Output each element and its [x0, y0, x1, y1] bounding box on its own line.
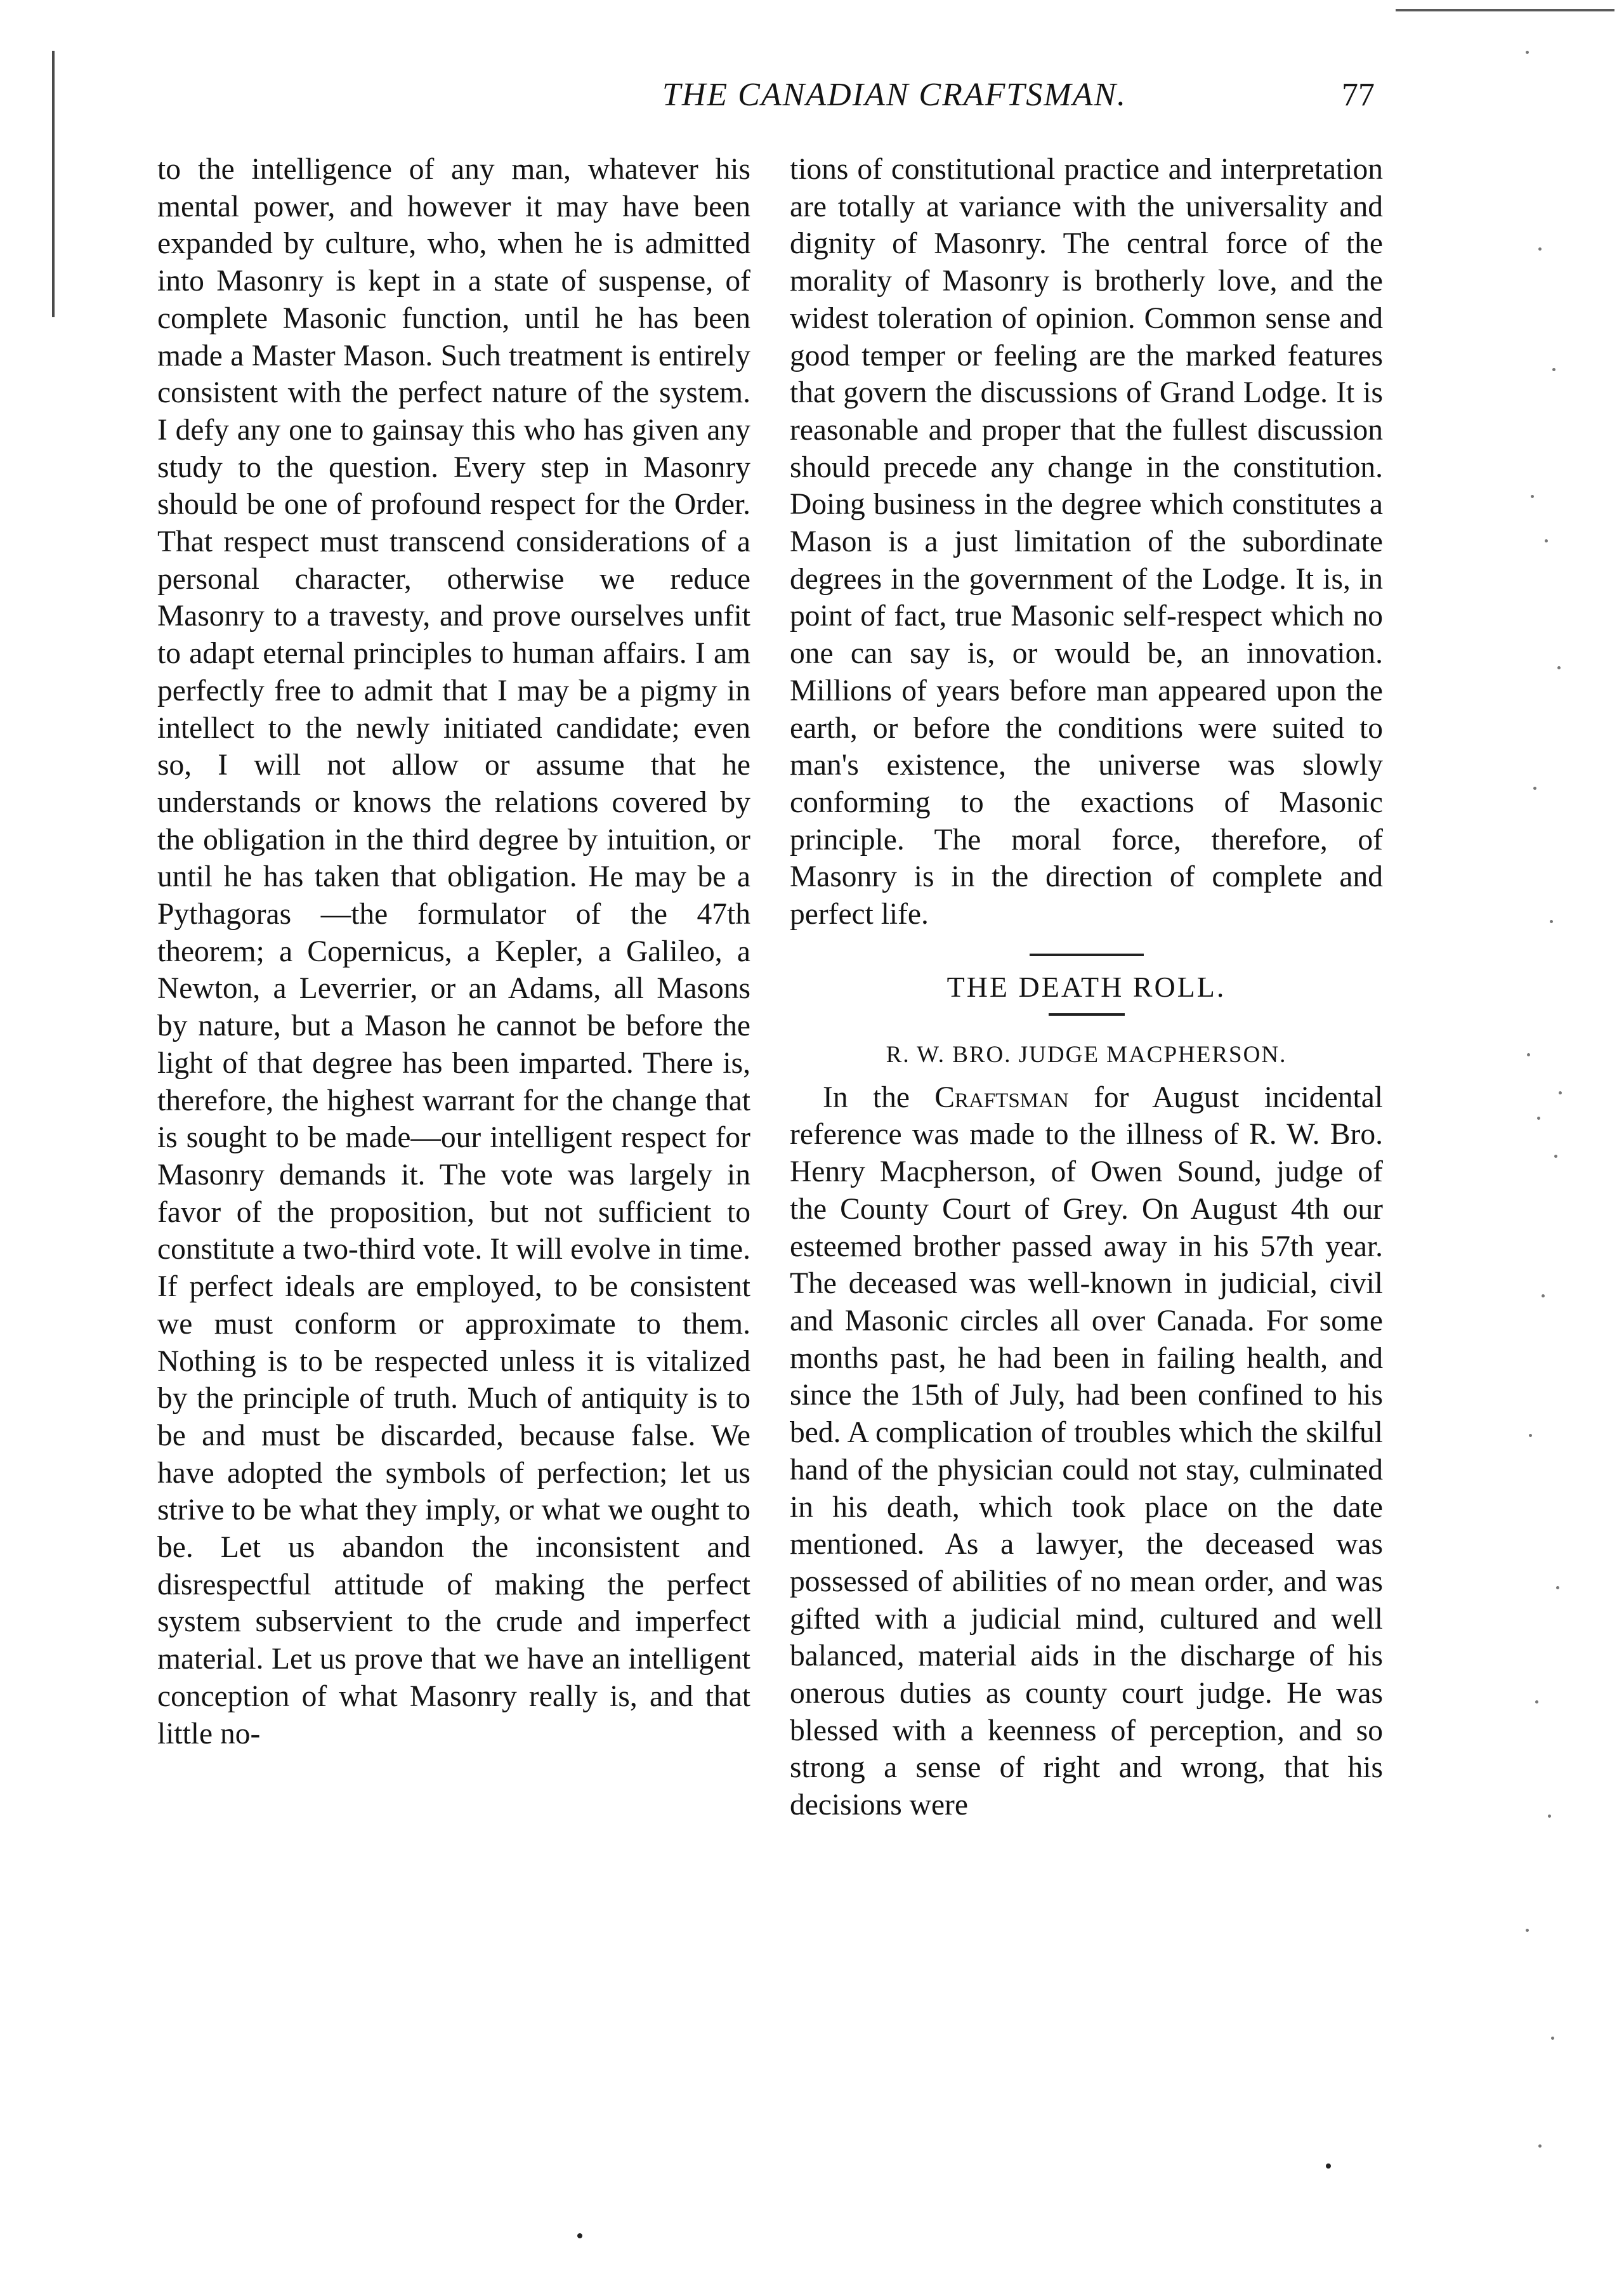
right-column-continuation: tions of constitutional practice and interpretation are totally at variance with the universality and dignity of Masonry. The central force of the morality of Masonry is brotherly love, and the widest toleration of opinion. Common sense and good temper or feeling are the marked features that govern the discussions of Grand Lodge. It is reasonable and proper that the fullest discussion should precede any change in the constitution. Doing business in the degree which constitutes a Mason is a just limitation of the subordinate degrees in the government of the Lodge. It is, in point of fact, true Masonic self-respect which no one can say is, or would be, an innovation. Millions of years before man appeared upon the earth, or before the conditions were suited to man's existence, the universe was slowly conforming to the exactions of Masonic principle. The moral force, therefore, of Masonry is in the direction of complete and perfect life. [790, 153, 1383, 931]
top-edge-rule [1396, 9, 1614, 11]
page-edge-specks [1519, 38, 1570, 2259]
stray-ink-dot [1326, 2163, 1331, 2169]
left-column [157, 151, 750, 1752]
left-column-text: to the intelligence of any man, whatever his mental power, and however it may have been expanded by culture, who, when he is admitted into Masonry is kept in a state of suspense, of complete Masonic function, until he has been made a Master Mason. Such treatment is entirely consistent with the perfect nature of the system. I defy any one to gainsay this who has given any study to the question. Every step in Masonry should be one of profound respect for the Order. That respect must transcend considerations of a personal character, otherwise we reduce Masonry to a travesty, and prove ourselves unfit to adapt eternal principles to human affairs. I am perfectly free to admit that I may be a pigmy in intellect to the newly initiated candidate; even so, I will not allow or assume that he understands or knows the relations covered by the obligation in the third degree by intuition, or until he has taken that obligation. He may be a Pythagoras —the formulator of the 47th theorem; a Copernicus, a Kepler, a Galileo, a Newton, a Leverrier, or an Adams, all Masons by nature, but a Mason he cannot be before the light of that degree has been imparted. There is, therefore, the highest warrant for the change that is sought to be made—our intelligent respect for Masonry demands it. The vote was largely in favor of the proposition, but not sufficient to constitute a two-third vote. It will evolve in time. If perfect ideals are employed, to be consistent we must conform or approximate to them. Nothing is to be respected unless it is vitalized by the principle of truth. Much of antiquity is to be and must be discarded, because false. We have adopted the symbols of perfection; let us strive to be what they imply, or what we ought to be. Let us abandon the inconsistent and disrespectful attitude of making the perfect system subservient to the crude and imperfect material. Let us prove that we have an intelligent conception of what Masonry really is, and that little no- [157, 153, 750, 1750]
article-lead: In the [823, 1080, 935, 1114]
section-rule-bottom [1049, 1013, 1125, 1016]
article-paragraph [790, 1079, 1383, 1824]
section-title: THE DEATH ROLL. [946, 970, 1226, 1003]
article-body: for August incidental reference was made to the illness of R. W. Bro. Henry Macpherson, of Owen Sound, judge of the County Court of Grey. On August 4th our esteemed brother passed away in his 57th year. The deceased was well-known in judicial, civil and Masonic circles all over Canada. For some months past, he had been in failing health, and since the 15th of July, had been confined to his bed. A complication of troubles which the skilful hand of the physician could not stay, culminated in his death, which took place on the date mentioned. As a lawyer, the deceased was possessed of abilities of no mean order, and was gifted with a judicial mind, cultured and well balanced, material aids in the discharge of his onerous duties as county court judge. He was blessed with a keenness of perception, and so strong a sense of right and wrong, that his decisions were [790, 1080, 1383, 1822]
section-rule-top [1030, 954, 1144, 956]
page-number: 77 [1342, 77, 1375, 113]
binding-edge-line [52, 51, 55, 317]
article-subheading: R. W. BRO. JUDGE MACPHERSON. [886, 1041, 1287, 1068]
right-column [790, 151, 1383, 1824]
publication-name: Craftsman [934, 1080, 1069, 1114]
running-head: THE CANADIAN CRAFTSMAN. [662, 77, 1127, 113]
stray-ink-dot [577, 2233, 582, 2238]
